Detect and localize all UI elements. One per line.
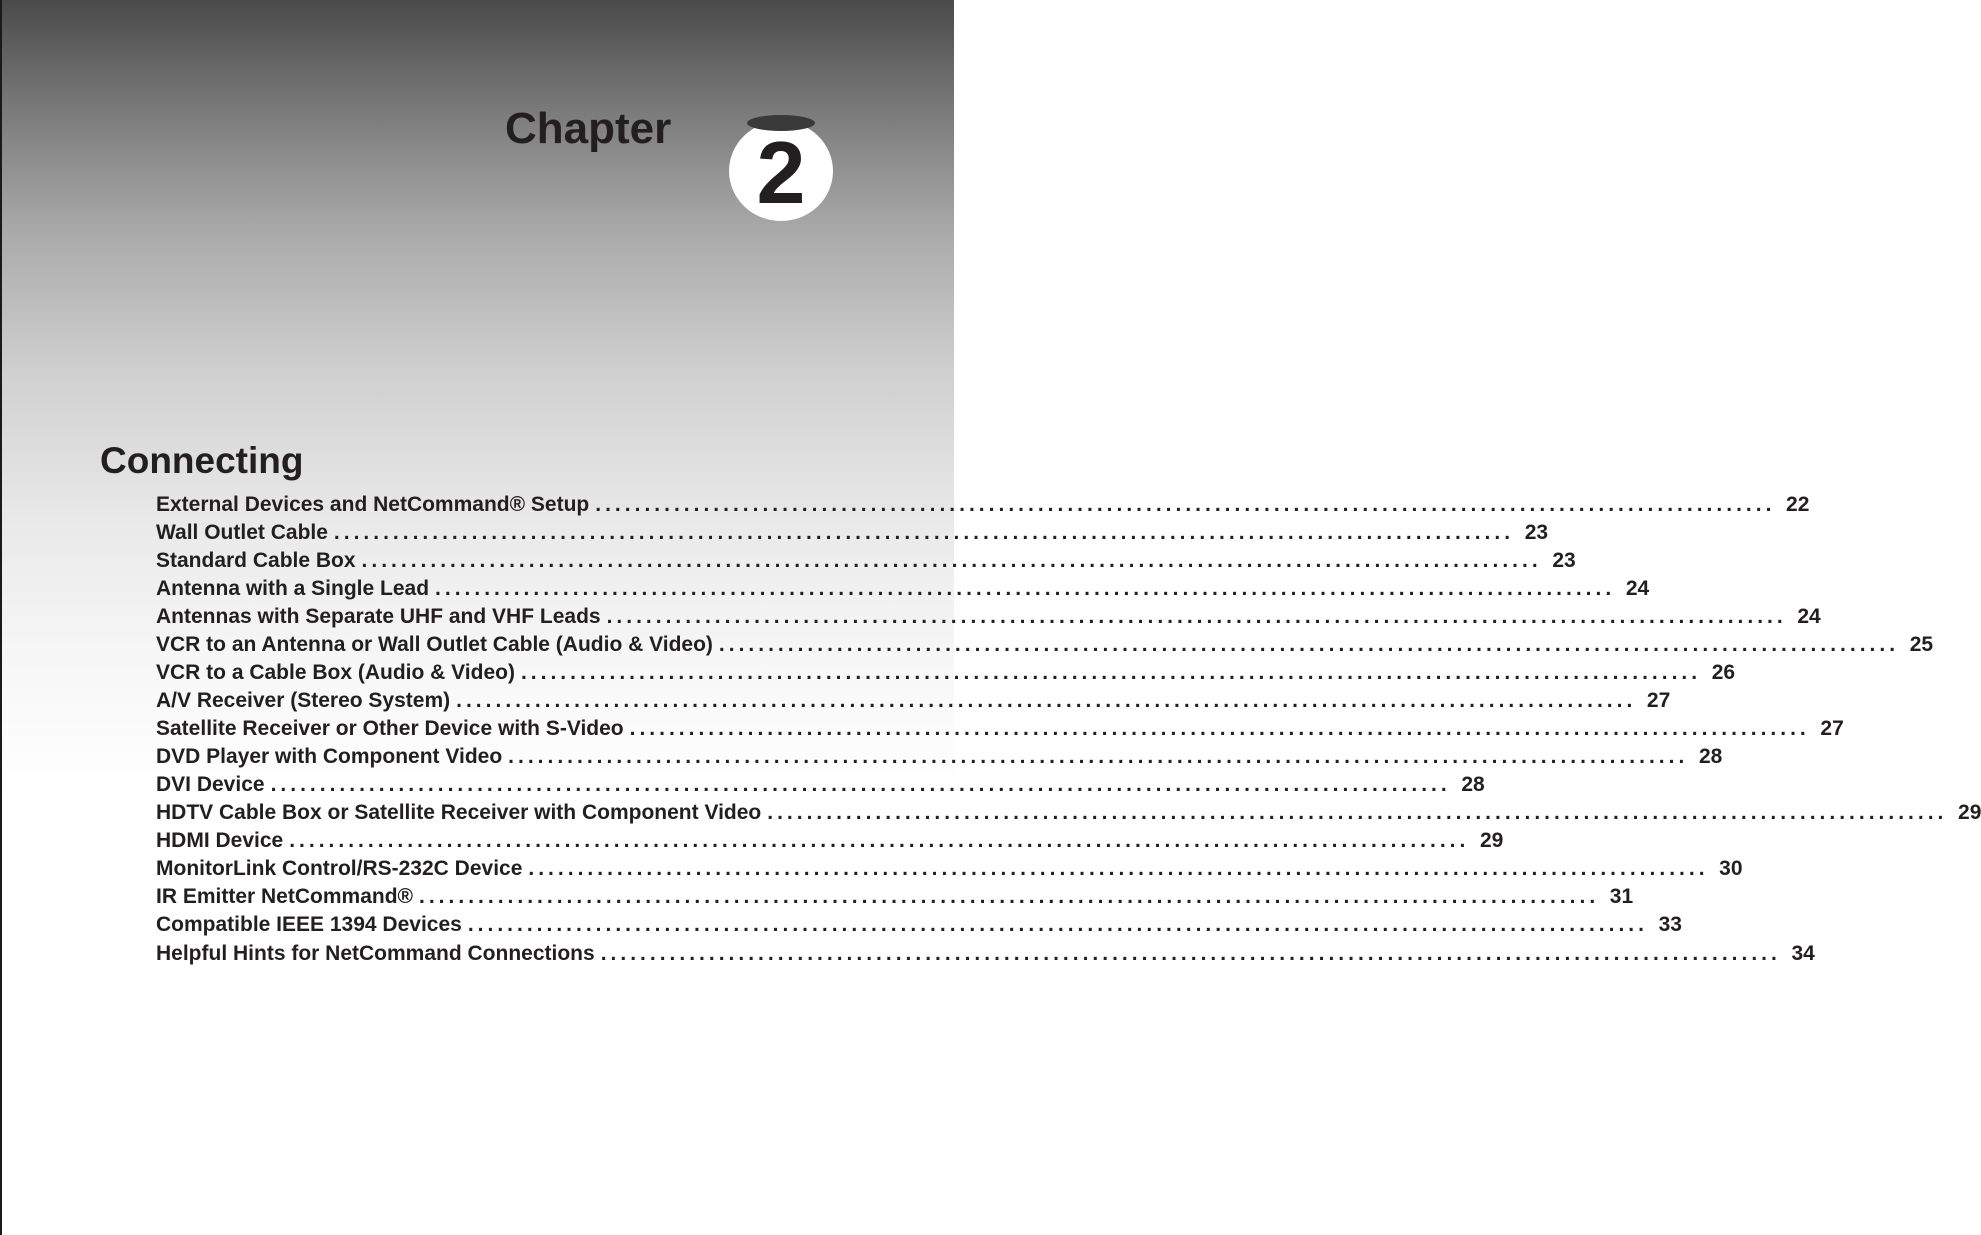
toc-entry-label: Antenna with a Single Lead bbox=[156, 577, 430, 600]
chapter-heading: Chapter bbox=[505, 104, 672, 153]
toc-entry-page: 30 bbox=[1719, 857, 1743, 880]
toc-entry-page: 27 bbox=[1646, 689, 1671, 712]
toc-entry-page: 22 bbox=[1786, 493, 1810, 516]
toc-dot-leader: ........................................................................................................................ bbox=[595, 493, 1776, 516]
toc-entry[interactable] bbox=[156, 631, 1934, 659]
toc-entry[interactable] bbox=[156, 575, 1650, 603]
toc-entry-label: MonitorLink Control/RS-232C Device bbox=[156, 857, 523, 880]
toc-dot-leader: ........................................................................................................................ bbox=[467, 913, 1648, 936]
toc-entry[interactable] bbox=[156, 659, 1736, 687]
toc-entry-label: External Devices and NetCommand® Setup bbox=[156, 493, 590, 516]
toc-dot-leader: ........................................................................................................................ bbox=[508, 745, 1689, 768]
toc-entry-page: 34 bbox=[1791, 942, 1815, 965]
table-of-contents bbox=[156, 491, 1981, 968]
toc-entry-page: 28 bbox=[1461, 773, 1485, 796]
toc-dot-leader: ........................................................................................................................ bbox=[435, 577, 1616, 600]
toc-entry-page: 24 bbox=[1797, 605, 1821, 628]
section-title: Connecting bbox=[100, 440, 304, 481]
toc-entry[interactable] bbox=[156, 855, 1743, 883]
toc-entry[interactable] bbox=[156, 827, 1504, 855]
toc-entry-label: VCR to an Antenna or Wall Outlet Cable (Audio & Video) bbox=[156, 633, 713, 656]
toc-dot-leader: ........................................................................................................................ bbox=[270, 773, 1451, 796]
toc-dot-leader: ........................................................................................................................ bbox=[456, 689, 1637, 712]
toc-entry-page: 28 bbox=[1698, 745, 1723, 768]
toc-dot-leader: ........................................................................................................................ bbox=[289, 829, 1470, 852]
toc-dot-leader: ........................................................................................................................ bbox=[419, 885, 1600, 908]
toc-entry[interactable] bbox=[156, 547, 1576, 575]
toc-dot-leader: ........................................................................................................................ bbox=[528, 857, 1709, 880]
toc-entry-label: VCR to a Cable Box (Audio & Video) bbox=[156, 661, 515, 684]
toc-entry-label: DVD Player with Component Video bbox=[156, 745, 503, 768]
toc-dot-leader: ........................................................................................................................ bbox=[718, 633, 1900, 656]
toc-entry-label: HDMI Device bbox=[156, 829, 284, 852]
toc-dot-leader: ........................................................................................................................ bbox=[606, 605, 1787, 628]
toc-entry[interactable] bbox=[156, 743, 1723, 771]
toc-entry-page: 33 bbox=[1658, 913, 1682, 936]
toc-entry-page: 23 bbox=[1552, 549, 1576, 572]
toc-entry[interactable] bbox=[156, 799, 1981, 827]
toc-entry-page: 27 bbox=[1820, 717, 1844, 740]
toc-entry[interactable] bbox=[156, 715, 1844, 743]
toc-dot-leader: ........................................................................................................................ bbox=[333, 521, 1515, 544]
toc-dot-leader: ........................................................................................................................ bbox=[767, 801, 1948, 824]
toc-entry-page: 25 bbox=[1909, 633, 1934, 656]
toc-entry-label: Compatible IEEE 1394 Devices bbox=[156, 913, 462, 936]
toc-entry-page: 26 bbox=[1711, 661, 1736, 684]
toc-entry-label: DVI Device bbox=[156, 773, 265, 796]
toc-entry[interactable] bbox=[156, 771, 1485, 799]
toc-dot-leader: ........................................................................................................................ bbox=[520, 661, 1702, 684]
toc-entry[interactable] bbox=[156, 519, 1549, 547]
toc-dot-leader: ........................................................................................................................ bbox=[629, 717, 1810, 740]
toc-entry-page: 29 bbox=[1958, 801, 1981, 824]
toc-entry-page: 31 bbox=[1609, 885, 1634, 908]
toc-entry[interactable] bbox=[156, 883, 1634, 911]
chapter-number: 2 bbox=[756, 123, 806, 222]
toc-entry[interactable] bbox=[156, 491, 1810, 519]
toc-entry-label: Satellite Receiver or Other Device with S-Video bbox=[156, 717, 624, 740]
toc-dot-leader: ........................................................................................................................ bbox=[600, 942, 1781, 965]
toc-dot-leader: ........................................................................................................................ bbox=[361, 549, 1542, 572]
toc-entry-label: A/V Receiver (Stereo System) bbox=[156, 689, 451, 712]
left-margin-rule bbox=[0, 0, 2, 1235]
toc-entry-label: Helpful Hints for NetCommand Connections bbox=[156, 942, 595, 965]
toc-entry[interactable] bbox=[156, 687, 1671, 715]
toc-entry-label: Standard Cable Box bbox=[156, 549, 356, 572]
toc-entry-page: 24 bbox=[1625, 577, 1650, 600]
toc-entry[interactable] bbox=[156, 940, 1815, 968]
toc-entry[interactable] bbox=[156, 603, 1821, 631]
chapter-number-badge bbox=[729, 121, 833, 221]
toc-entry-label: Wall Outlet Cable bbox=[156, 521, 328, 544]
toc-entry-page: 23 bbox=[1524, 521, 1549, 544]
toc-entry-page: 29 bbox=[1480, 829, 1504, 852]
toc-entry-label: IR Emitter NetCommand® bbox=[156, 885, 414, 908]
toc-entry[interactable] bbox=[156, 911, 1682, 939]
toc-entry-label: Antennas with Separate UHF and VHF Leads bbox=[156, 605, 601, 628]
toc-entry-label: HDTV Cable Box or Satellite Receiver with Component Video bbox=[156, 801, 762, 824]
